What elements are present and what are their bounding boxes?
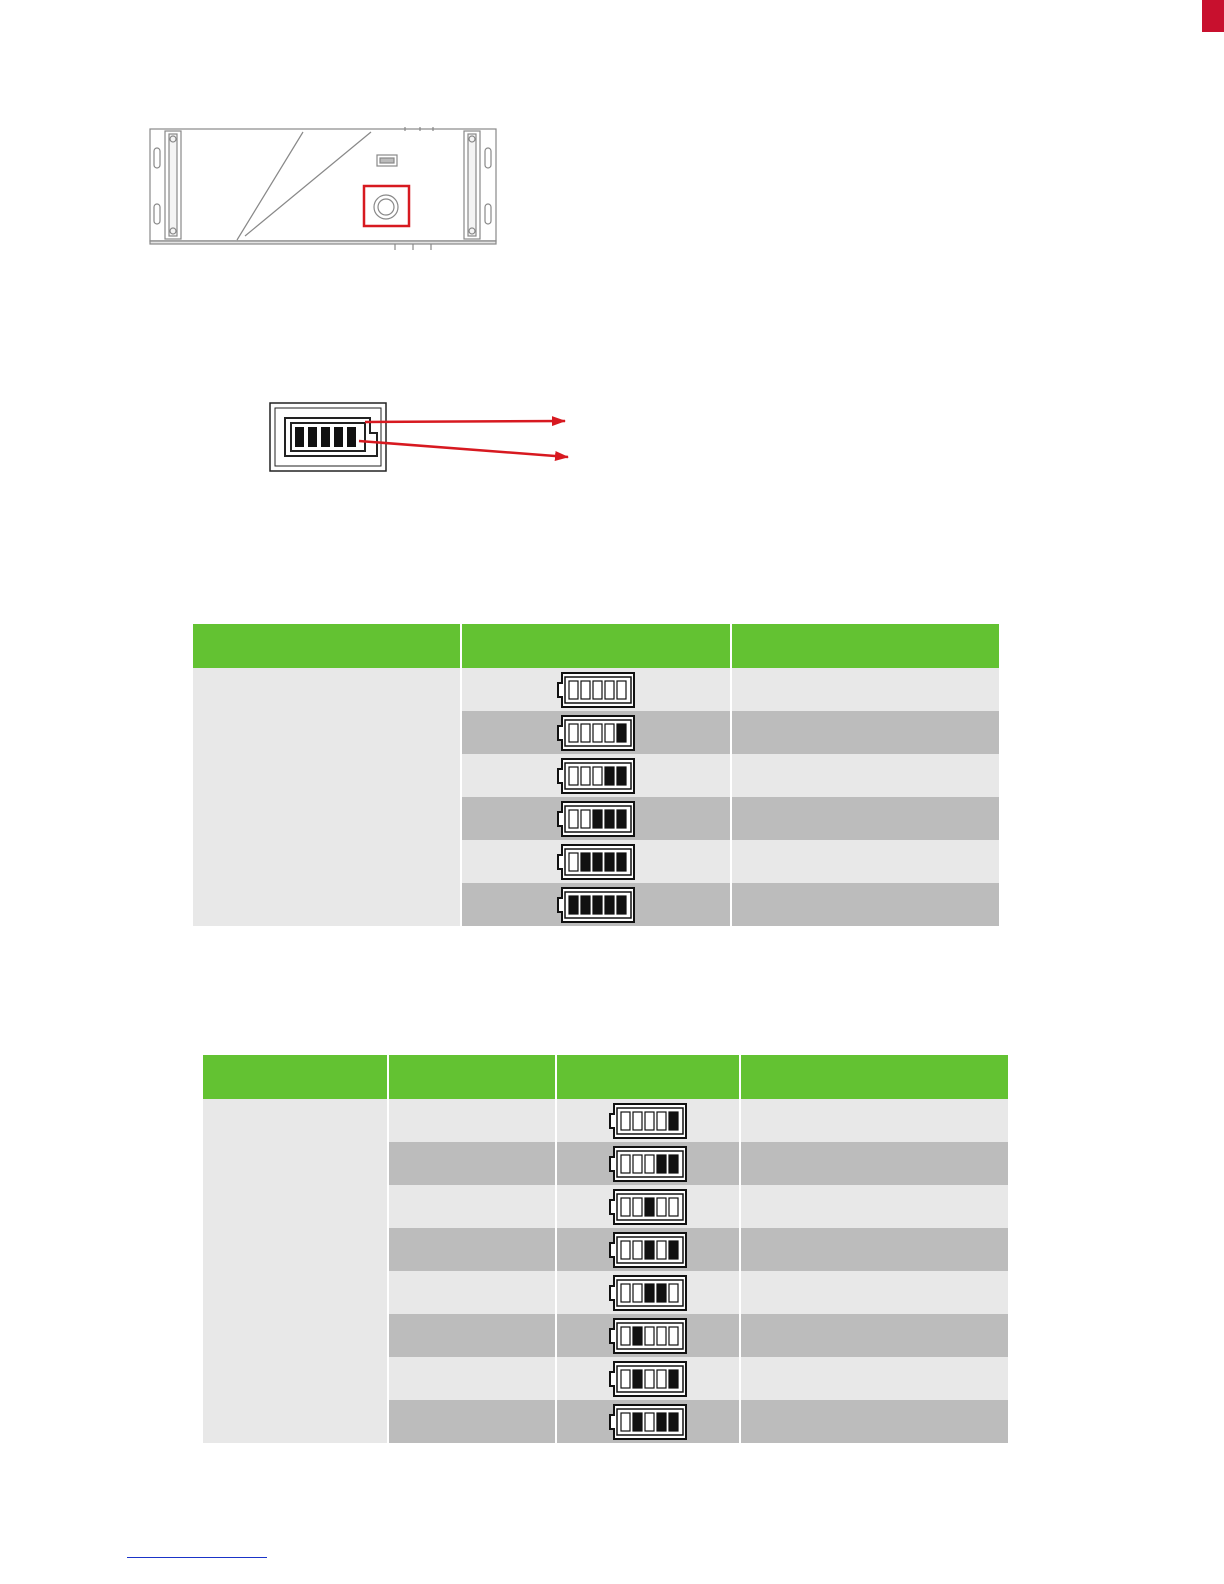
group-cell bbox=[193, 668, 462, 926]
segment-lit bbox=[669, 1241, 678, 1259]
battery-level-icon bbox=[556, 671, 636, 709]
segment-lit bbox=[669, 1413, 678, 1431]
icon-cell bbox=[557, 1400, 741, 1443]
table-cell bbox=[389, 1400, 557, 1443]
segment-unlit bbox=[605, 724, 614, 742]
icon-cell bbox=[557, 1228, 741, 1271]
segment-lit bbox=[593, 810, 602, 828]
battery-level-icon bbox=[608, 1403, 688, 1441]
table-cell bbox=[741, 1271, 1008, 1314]
table-cell bbox=[741, 1400, 1008, 1443]
segment-lit bbox=[645, 1198, 654, 1216]
segment-unlit bbox=[569, 810, 578, 828]
icon-cell bbox=[462, 797, 732, 840]
table-row bbox=[193, 668, 999, 711]
segment-unlit bbox=[569, 767, 578, 785]
table-cell bbox=[732, 797, 999, 840]
segment-lit bbox=[605, 767, 614, 785]
table-header-row bbox=[193, 624, 999, 668]
header-cell bbox=[741, 1055, 1008, 1099]
icon-cell bbox=[557, 1357, 741, 1400]
table-cell bbox=[732, 711, 999, 754]
segment-unlit bbox=[645, 1413, 654, 1431]
table-cell bbox=[741, 1357, 1008, 1400]
table-cell bbox=[732, 668, 999, 711]
battery-level-icon bbox=[556, 714, 636, 752]
battery-level-icon bbox=[556, 757, 636, 795]
header-cell bbox=[203, 1055, 389, 1099]
segment-unlit bbox=[669, 1284, 678, 1302]
segment-unlit bbox=[621, 1198, 630, 1216]
segment-lit bbox=[593, 853, 602, 871]
table-cell bbox=[741, 1099, 1008, 1142]
segment-lit bbox=[581, 896, 590, 914]
segment-unlit bbox=[581, 724, 590, 742]
icon-cell bbox=[462, 668, 732, 711]
segment-unlit bbox=[621, 1155, 630, 1173]
icon-cell bbox=[557, 1314, 741, 1357]
header-cell bbox=[462, 624, 732, 668]
segment-unlit bbox=[621, 1413, 630, 1431]
icon-cell bbox=[557, 1099, 741, 1142]
icon-cell bbox=[462, 711, 732, 754]
segment-unlit bbox=[645, 1112, 654, 1130]
segment-unlit bbox=[569, 853, 578, 871]
battery-level-icon bbox=[608, 1360, 688, 1398]
icon-cell bbox=[462, 754, 732, 797]
battery-level-icon bbox=[556, 800, 636, 838]
segment-lit bbox=[617, 724, 626, 742]
segment-unlit bbox=[617, 681, 626, 699]
segment-unlit bbox=[605, 681, 614, 699]
table-header-row bbox=[203, 1055, 1008, 1099]
segment-lit bbox=[617, 810, 626, 828]
icon-cell bbox=[557, 1271, 741, 1314]
segment-lit bbox=[617, 853, 626, 871]
segment-lit bbox=[633, 1327, 642, 1345]
battery-level-icon bbox=[556, 886, 636, 924]
icon-cell bbox=[557, 1185, 741, 1228]
segment-unlit bbox=[657, 1198, 666, 1216]
segment-lit bbox=[657, 1155, 666, 1173]
table-cell bbox=[389, 1142, 557, 1185]
segment-lit bbox=[669, 1155, 678, 1173]
segment-unlit bbox=[621, 1327, 630, 1345]
icon-cell bbox=[462, 883, 732, 926]
table-cell bbox=[732, 883, 999, 926]
battery-level-icon bbox=[608, 1231, 688, 1269]
table-cell bbox=[741, 1142, 1008, 1185]
segment-unlit bbox=[633, 1112, 642, 1130]
battery-level-icon bbox=[608, 1102, 688, 1140]
segment-unlit bbox=[581, 767, 590, 785]
segment-unlit bbox=[569, 681, 578, 699]
segment-lit bbox=[657, 1284, 666, 1302]
segment-unlit bbox=[621, 1370, 630, 1388]
table-cell bbox=[389, 1228, 557, 1271]
segment-lit bbox=[645, 1241, 654, 1259]
segment-unlit bbox=[621, 1241, 630, 1259]
battery-level-icon bbox=[608, 1317, 688, 1355]
battery-front-panel-icon bbox=[145, 124, 505, 252]
footer-link-underline bbox=[127, 1557, 267, 1558]
table-cell bbox=[389, 1357, 557, 1400]
header-cell bbox=[557, 1055, 741, 1099]
segment-unlit bbox=[669, 1327, 678, 1345]
segment-lit bbox=[593, 896, 602, 914]
segment-unlit bbox=[645, 1370, 654, 1388]
segment-unlit bbox=[645, 1327, 654, 1345]
segment-unlit bbox=[593, 724, 602, 742]
battery-level-icon bbox=[608, 1188, 688, 1226]
segment-unlit bbox=[581, 810, 590, 828]
segment-unlit bbox=[657, 1112, 666, 1130]
segment-unlit bbox=[633, 1198, 642, 1216]
table-cell bbox=[389, 1185, 557, 1228]
table-cell bbox=[732, 840, 999, 883]
segment-lit bbox=[605, 896, 614, 914]
segment-unlit bbox=[633, 1155, 642, 1173]
segment-lit bbox=[617, 896, 626, 914]
icon-cell bbox=[557, 1142, 741, 1185]
segment-unlit bbox=[569, 724, 578, 742]
table-cell bbox=[389, 1314, 557, 1357]
battery-status-table bbox=[203, 1055, 1008, 1443]
table-cell bbox=[389, 1271, 557, 1314]
segment-unlit bbox=[657, 1241, 666, 1259]
page-corner-mark bbox=[1202, 0, 1224, 32]
segment-lit bbox=[669, 1370, 678, 1388]
battery-level-icon bbox=[556, 843, 636, 881]
segment-unlit bbox=[581, 681, 590, 699]
segment-lit bbox=[657, 1413, 666, 1431]
segment-lit bbox=[569, 896, 578, 914]
battery-level-icon bbox=[608, 1274, 688, 1312]
segment-unlit bbox=[633, 1241, 642, 1259]
segment-lit bbox=[633, 1413, 642, 1431]
segment-lit bbox=[605, 810, 614, 828]
battery-capacity-table bbox=[193, 624, 999, 926]
segment-unlit bbox=[593, 681, 602, 699]
segment-lit bbox=[617, 767, 626, 785]
table-cell bbox=[741, 1228, 1008, 1271]
segment-lit bbox=[669, 1112, 678, 1130]
segment-lit bbox=[645, 1284, 654, 1302]
table-cell bbox=[732, 754, 999, 797]
table-cell bbox=[741, 1185, 1008, 1228]
segment-lit bbox=[605, 853, 614, 871]
header-cell bbox=[193, 624, 462, 668]
segment-unlit bbox=[633, 1284, 642, 1302]
segment-unlit bbox=[621, 1284, 630, 1302]
segment-lit bbox=[581, 853, 590, 871]
segment-unlit bbox=[657, 1327, 666, 1345]
group-cell bbox=[203, 1099, 389, 1443]
segment-unlit bbox=[645, 1155, 654, 1173]
segment-unlit bbox=[593, 767, 602, 785]
segment-lit bbox=[633, 1370, 642, 1388]
table-cell bbox=[389, 1099, 557, 1142]
header-cell bbox=[389, 1055, 557, 1099]
segment-unlit bbox=[657, 1370, 666, 1388]
table-cell bbox=[741, 1314, 1008, 1357]
segment-unlit bbox=[621, 1112, 630, 1130]
table-row bbox=[203, 1099, 1008, 1142]
battery-level-icon bbox=[608, 1145, 688, 1183]
segment-unlit bbox=[669, 1198, 678, 1216]
led-battery-display-icon bbox=[265, 398, 585, 478]
icon-cell bbox=[462, 840, 732, 883]
header-cell bbox=[732, 624, 999, 668]
